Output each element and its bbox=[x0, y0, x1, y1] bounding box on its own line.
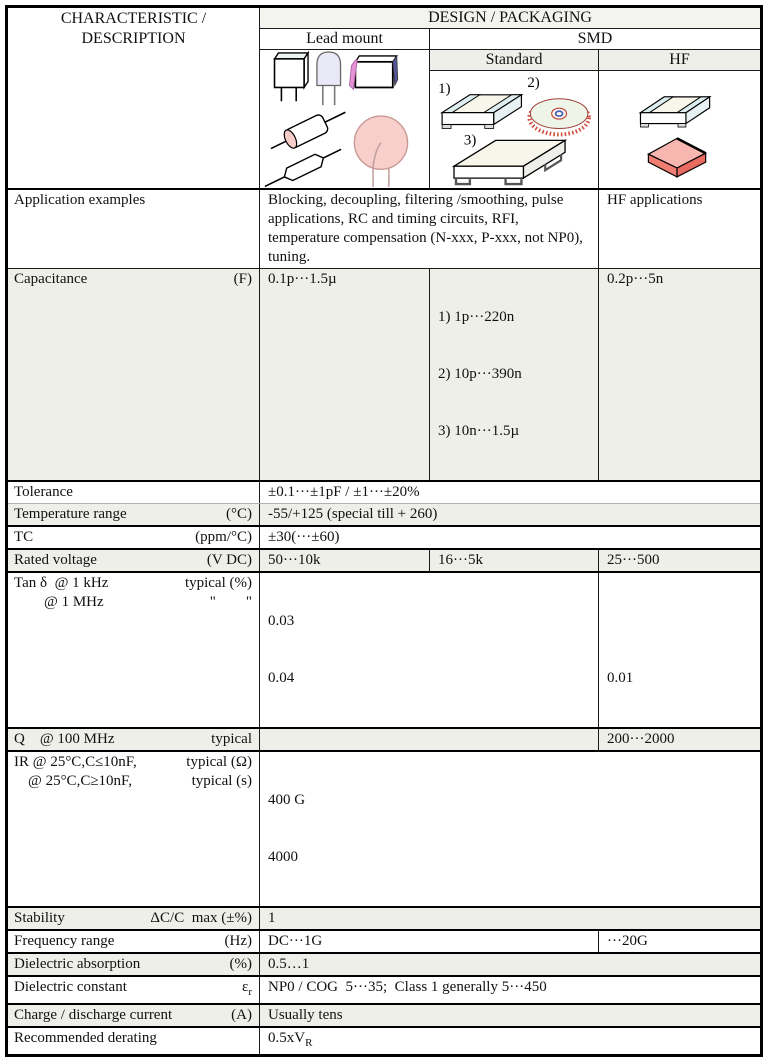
row-unit: ΔC/C max (±%) bbox=[150, 910, 252, 926]
header-characteristic-line2: DESCRIPTION bbox=[81, 30, 186, 47]
temperature-label-cell bbox=[8, 504, 259, 525]
row-label-line2: @ 1 MHz bbox=[44, 594, 104, 610]
axial-capacitor-2-icon bbox=[262, 143, 344, 188]
smd-standard-graphic bbox=[429, 70, 598, 188]
derating-label-cell bbox=[8, 1028, 259, 1054]
tolerance-label-cell bbox=[8, 482, 259, 503]
row-recommended-derating bbox=[8, 1026, 760, 1054]
row-label: Charge / discharge current bbox=[14, 1007, 173, 1023]
standard-item-3-label: 3) bbox=[463, 132, 477, 149]
chip-capacitor-icon bbox=[640, 97, 709, 127]
tan-delta-1khz-value: 0.03 bbox=[268, 613, 295, 629]
row-label: Tolerance bbox=[14, 484, 73, 500]
row-application-examples bbox=[8, 188, 760, 268]
row-label: Q @ 100 MHz bbox=[14, 731, 115, 747]
capacitance-lead-value: 0.1p···1.5µ bbox=[259, 269, 429, 480]
trimmer-disc-capacitor-icon bbox=[529, 99, 588, 135]
application-label-cell bbox=[8, 190, 259, 268]
row-unit: (°C) bbox=[226, 506, 252, 522]
table-header bbox=[8, 8, 760, 188]
row-unit: (F) bbox=[233, 271, 252, 287]
film-capacitor-icon bbox=[349, 56, 397, 90]
epsilon-symbol: ε bbox=[242, 979, 249, 995]
ir-label-cell bbox=[8, 752, 259, 906]
row-label: Rated voltage bbox=[14, 552, 97, 568]
blank-line bbox=[607, 612, 756, 631]
capacitance-hf-value: 0.2p···5n bbox=[598, 269, 760, 480]
row-label-line2: @ 25°C,C≥10nF, bbox=[28, 773, 132, 789]
stability-label-cell bbox=[8, 908, 259, 929]
q-main-value bbox=[259, 729, 598, 750]
disc-capacitor-icon bbox=[354, 116, 407, 187]
charge-current-label-cell bbox=[8, 1005, 259, 1026]
row-tolerance bbox=[8, 480, 760, 503]
row-unit: typical bbox=[211, 731, 252, 747]
axial-capacitor-icon bbox=[267, 103, 350, 157]
header-lead-mount: Lead mount bbox=[259, 28, 429, 49]
row-rated-voltage bbox=[8, 548, 760, 571]
derating-value bbox=[259, 1028, 760, 1054]
standard-item-2-label: 2) bbox=[527, 74, 540, 91]
standard-item-1-label: 1) bbox=[438, 80, 451, 97]
smd-hf-graphic bbox=[598, 70, 760, 188]
box-capacitor-icon bbox=[275, 53, 309, 101]
hf-chip-capacitor-icon bbox=[648, 138, 705, 177]
smd-standard-illustration bbox=[430, 71, 598, 188]
header-characteristic bbox=[8, 8, 259, 188]
row-unit: (Hz) bbox=[224, 933, 252, 949]
capacitance-label-cell bbox=[8, 269, 259, 480]
standard-range-3: 3) 10n···1.5µ bbox=[438, 423, 520, 439]
frequency-label-cell bbox=[8, 931, 259, 952]
frequency-main-value: DC···1G bbox=[259, 931, 598, 952]
standard-range-1: 1) 1p···220n bbox=[438, 309, 515, 325]
application-main-value: Blocking, decoupling, filtering /smoothing, pulse applications, RC and timing circuits, RFI, temperature compensation (N-xxx, P-xxx, not NP0), tuning. bbox=[259, 190, 598, 268]
row-label-line1: Tan δ @ 1 kHz bbox=[14, 575, 109, 591]
row-unit-line2: typical (s) bbox=[191, 773, 252, 789]
header-smd-standard: Standard bbox=[429, 49, 598, 70]
chip-capacitor-icon bbox=[442, 95, 521, 129]
capacitance-standard-value bbox=[429, 269, 598, 480]
q-label-cell bbox=[8, 729, 259, 750]
dielectric-absorption-label-cell bbox=[8, 954, 259, 975]
row-unit bbox=[242, 978, 252, 1002]
row-unit: (ppm/°C) bbox=[195, 529, 252, 545]
row-dielectric-absorption bbox=[8, 952, 760, 975]
row-q-factor bbox=[8, 727, 760, 750]
row-label: Application examples bbox=[14, 192, 146, 208]
header-smd-hf: HF bbox=[598, 49, 760, 70]
lead-mount-capacitors-illustration bbox=[260, 50, 429, 188]
lead-mount-graphic bbox=[259, 49, 429, 188]
rated-voltage-label-cell bbox=[8, 550, 259, 571]
row-dielectric-constant bbox=[8, 975, 760, 1003]
epsilon-subscript: r bbox=[248, 986, 252, 998]
temperature-value: -55/+125 (special till + 260) bbox=[259, 504, 760, 525]
row-label-line1: IR @ 25°C,C≤10nF, bbox=[14, 754, 137, 770]
row-tc bbox=[8, 525, 760, 548]
row-tan-delta bbox=[8, 571, 760, 727]
tan-delta-main-value bbox=[259, 573, 598, 727]
dielectric-constant-value: NP0 / COG 5···35; Class 1 generally 5···450 bbox=[259, 977, 760, 1003]
ir-value bbox=[259, 752, 760, 906]
header-design-packaging: DESIGN / PACKAGING bbox=[259, 8, 760, 28]
row-capacitance bbox=[8, 268, 760, 480]
stability-value: 1 bbox=[259, 908, 760, 929]
row-stability bbox=[8, 906, 760, 929]
row-unit: (A) bbox=[231, 1007, 252, 1023]
row-unit-line2: " " bbox=[209, 594, 252, 610]
ir-resistance-value: 400 G bbox=[268, 792, 306, 808]
rated-voltage-lead-value: 50···10k bbox=[259, 550, 429, 571]
dielectric-constant-label-cell bbox=[8, 977, 259, 1003]
capacitor-characteristics-table bbox=[5, 5, 763, 1057]
derating-value-text: 0.5xV bbox=[268, 1030, 306, 1046]
rated-voltage-standard-value: 16···5k bbox=[429, 550, 598, 571]
row-label: Dielectric absorption bbox=[14, 956, 141, 972]
frequency-hf-value: ···20G bbox=[598, 931, 760, 952]
row-charge-discharge-current bbox=[8, 1003, 760, 1026]
row-unit-line1: typical (Ω) bbox=[186, 754, 252, 770]
row-label: Recommended derating bbox=[14, 1030, 157, 1046]
row-temperature-range bbox=[8, 503, 760, 525]
q-hf-value: 200···2000 bbox=[598, 729, 760, 750]
standard-range-2: 2) 10p···390n bbox=[438, 366, 522, 382]
tan-delta-1mhz-value: 0.04 bbox=[268, 670, 295, 686]
derating-value-subscript: R bbox=[305, 1037, 313, 1049]
rated-voltage-hf-value: 25···500 bbox=[598, 550, 760, 571]
smd-hf-illustration bbox=[599, 71, 760, 188]
tan-delta-hf-value bbox=[598, 573, 760, 727]
application-hf-value: HF applications bbox=[598, 190, 760, 268]
row-unit-line1: typical (%) bbox=[184, 575, 252, 591]
tc-value: ±30(···±60) bbox=[259, 527, 760, 548]
tan-delta-hf-1mhz-value: 0.01 bbox=[607, 670, 634, 686]
row-unit: (%) bbox=[229, 956, 252, 972]
header-characteristic-line1: CHARACTERISTIC / bbox=[60, 10, 207, 27]
ir-time-constant-value: 4000 bbox=[268, 849, 298, 865]
tc-label-cell bbox=[8, 527, 259, 548]
row-label: Temperature range bbox=[14, 506, 127, 522]
tolerance-value: ±0.1···±1pF / ±1···±20% bbox=[259, 482, 760, 503]
header-smd: SMD bbox=[429, 28, 760, 49]
row-label: Frequency range bbox=[14, 933, 115, 949]
row-label: Capacitance bbox=[14, 271, 88, 287]
row-label: Dielectric constant bbox=[14, 979, 127, 995]
row-unit: (V DC) bbox=[206, 552, 252, 568]
radial-capacitor-icon bbox=[317, 52, 341, 105]
row-label: TC bbox=[14, 529, 34, 545]
charge-current-value: Usually tens bbox=[259, 1005, 760, 1026]
row-frequency-range bbox=[8, 929, 760, 952]
tan-delta-label-cell bbox=[8, 573, 259, 727]
row-label: Stability bbox=[14, 910, 65, 926]
row-insulation-resistance bbox=[8, 750, 760, 906]
dielectric-absorption-value: 0.5…1 bbox=[259, 954, 760, 975]
